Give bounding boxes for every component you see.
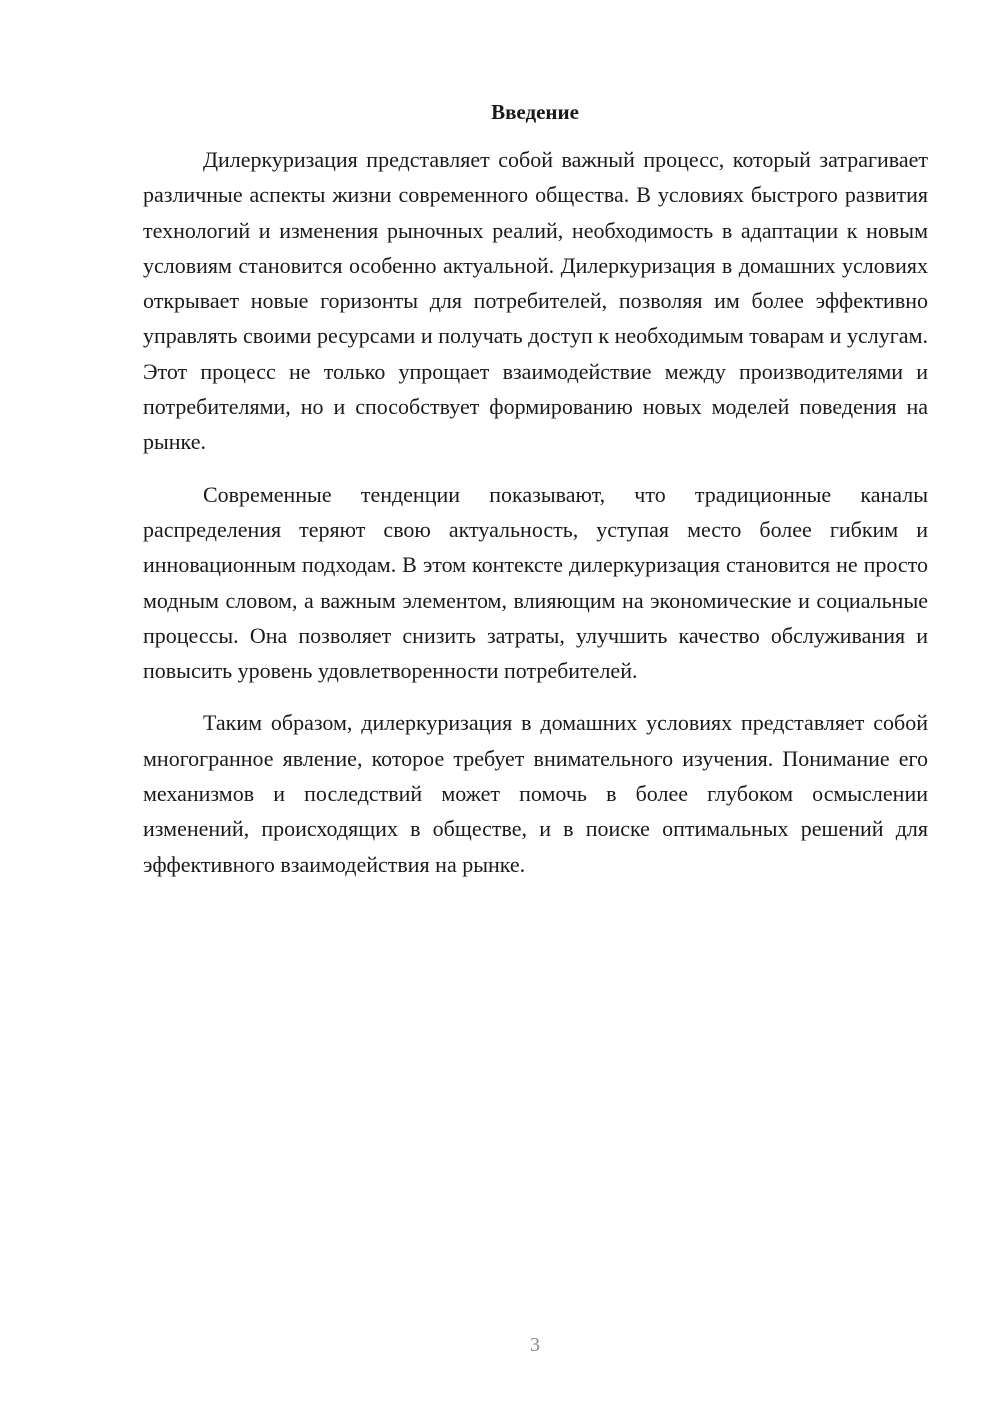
- section-heading: Введение: [491, 100, 579, 124]
- paragraph: Современные тенденции показывают, что традиционные каналы распределения теряют свою актуальность, уступая место более гибким и инновационным подходам. В этом контексте дилеркуризация становится не просто модным словом, а важным элементом, влияющим на экономические и социальные процессы. Она позволяет снизить затраты, улучшить качество обслуживания и повысить уровень удовлетворенности потребителей.: [143, 481, 928, 684]
- paragraph: Дилеркуризация представляет собой важный процесс, который затрагивает различные аспекты жизни современного общества. В условиях быстрого развития технологий и изменения рыночных реалий, необходимость в адаптации к новым условиям становится особенно актуальной. Дилеркуризация в домашних условиях открывает новые горизонты для потребителей, позволяя им более эффективно управлять своими ресурсами и получать доступ к необходимым товарам и услугам. Этот процесс не только упрощает взаимодействие между производителями и потребителями, но и способствует формированию новых моделей поведения на рынке.: [143, 147, 928, 455]
- document-body: [143, 142, 928, 882]
- paragraph: Таким образом, дилеркуризация в домашних условиях представляет собой многогранное явление, которое требует внимательного изучения. Понимание его механизмов и последствий может помочь в более глубоком осмыслении изменений, происходящих в обществе, и в поиске оптимальных решений для эффективного взаимодействия на рынке.: [143, 710, 928, 877]
- page-number: 3: [530, 1334, 540, 1356]
